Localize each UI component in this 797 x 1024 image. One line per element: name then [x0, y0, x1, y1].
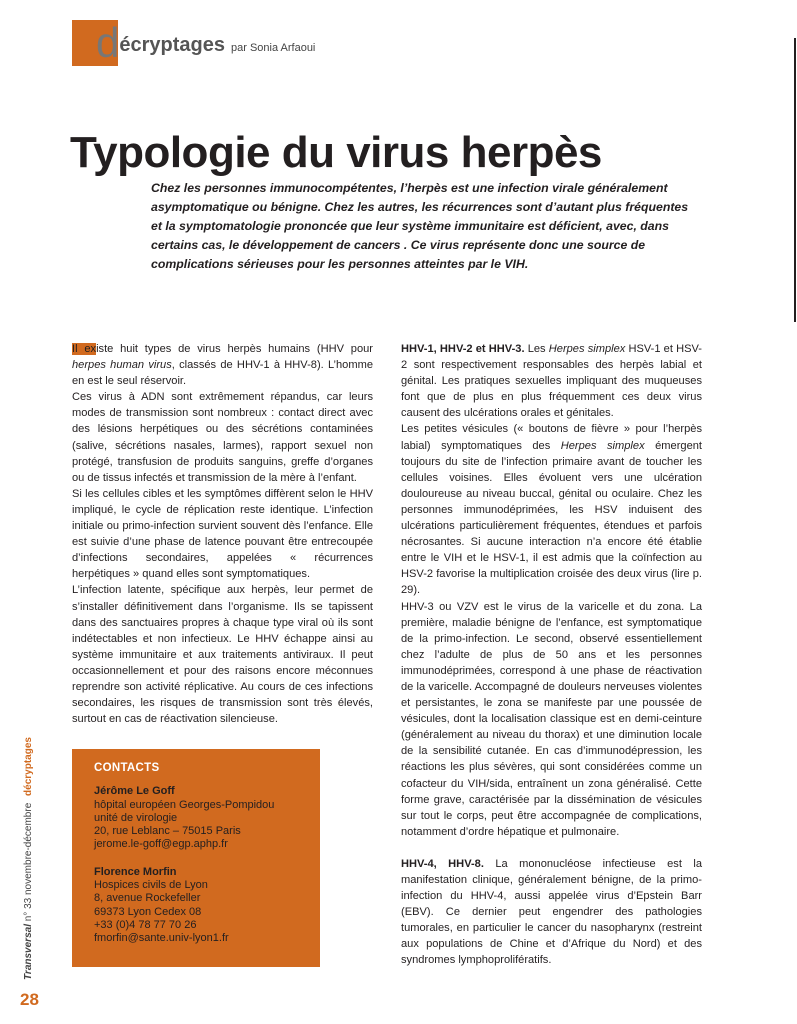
paragraph: L’infection latente, spécifique aux herpès, leur permet de s’installer définitivement dans l’organisme. Ils se tapissent dans des sanctuaires propres à chaque type viral où ils sont indétectables et non infectieux. Le HHV échappe ainsi au système immunitaire et aux traitements antiviraux. Il peut occasionnellement et pour des raisons encore méconnues reprendre son activité réplicative. Au cours de ces infections secondaires, les risques de transmission sont très élevés, surtout en cas de réactivation silencieuse. [72, 584, 373, 726]
contacts-box [72, 749, 320, 967]
contact-line: unité de virologie [94, 811, 178, 824]
page-number: 28 [20, 990, 39, 1009]
paragraph-text: Les petites vésicules (« boutons de fièvre » pour l’herpès labial) symptomatiques des [401, 423, 702, 452]
paragraph: Si les cellules cibles et les symptômes diffèrent selon le HHV impliqué, le cycle de réplication reste identique. L’infection initiale ou primo-infection survient souvent dès l’enfance. Elle est suivie d’une phase de latence pouvant être entrecoupée d’infections secondaires, appelées « récurrences herpétiques » quand elles sont symptomatiques. [72, 487, 373, 581]
paragraph-text: La mononucléose infectieuse est la manifestation clinique, généralement bénigne, de la primo-infection du HHV-4, aussi appelée virus d’Epstein Barr (EBV). Ce dernier peut engendrer des pathologies tumorales, en particulier le cancer du nasopharynx (restreint aux populations de Chine et d’Afrique du Nord) et des syndromes lymphoprolifératifs. [401, 857, 702, 967]
paragraph [72, 341, 373, 389]
contact-line: Hospices civils de Lyon [94, 879, 208, 892]
author-byline: par Sonia Arfaoui [230, 42, 316, 54]
paragraph [401, 856, 702, 969]
vertical-rule [794, 38, 796, 322]
section-name: écryptages [119, 34, 225, 56]
issue-info: n° 33 novembre-décembre [23, 799, 34, 925]
article-title: Typologie du virus herpès [70, 128, 602, 177]
paragraph-text: , classés de HHV-1 à HHV-8). L’homme en est le seul réservoir. [72, 359, 373, 388]
contact-line: 20, rue Leblanc – 75015 Paris [94, 825, 241, 838]
subsection-heading: HHV-1, HHV-2 et HHV-3. [401, 343, 525, 355]
category-label: décryptages [23, 737, 34, 796]
left-column [72, 341, 373, 727]
paragraph [401, 421, 702, 598]
contact-name: Florence Morfin [94, 865, 177, 878]
contact-email: fmorfin@sante.univ-lyon1.fr [94, 932, 229, 945]
paragraph-text: HSV-1 et HSV-2 sont respectivement responsables des herpès labial et génital. Les pratiques sexuelles impliquant des muqueuses font que de plus en plus fréquemment ces deux virus causent des ulcérations orales et génitales. [401, 343, 702, 420]
contact-card [94, 785, 320, 851]
contact-card [94, 866, 320, 946]
paragraph-start-highlight: Il ex [72, 343, 97, 355]
contacts-title: CONTACTS [94, 762, 160, 774]
paragraph-italic: Herpes simplex [560, 439, 645, 452]
contact-line: hôpital européen Georges-Pompidou [94, 798, 275, 811]
paragraph-text: Les [524, 343, 549, 355]
contact-line: 69373 Lyon Cedex 08 [94, 905, 202, 918]
contact-name: Jérôme Le Goff [94, 785, 175, 798]
contact-email: jerome.le-goff@egp.aphp.fr [94, 838, 228, 851]
paragraph-text: iste huit types de virus herpès humains (HHV pour [96, 343, 373, 355]
paragraph [401, 341, 702, 421]
section-header [96, 19, 316, 66]
paragraph: HHV-3 ou VZV est le virus de la varicelle et du zona. La première, maladie bénigne de l’enfance, est symptomatique de la primo-infection. Le second, observé essentiellement chez l’adulte de plus de 50 ans et les personnes immunodéprimées, correspond à une phase de réactivation de la varicelle. Accompagné de douleurs nerveuses violentes et persistantes, le zona se manifeste par une poussée de vésicules, dont la localisation classique est en demi-ceinture (généralement au niveau du thorax) et une diminution locale de la sensibilité cutanée. En cas d’immunodépression, les réactions les plus sévères, qui sont considérées comme un cofacteur du VIH/sida, entraînent un zona généralisé. Cette forme grave, caractérisée par la dissémination de vésicules sur tout le corps, peut être accompagnée de complications, notamment d’ordre hépatique et pulmonaire. [401, 600, 702, 838]
contact-line: 8, avenue Rockefeller [94, 892, 201, 905]
magazine-name: Transversal [23, 924, 34, 980]
paragraph: Ces virus à ADN sont extrêmement répandus, car leurs modes de transmission sont nombreux : contact direct avec des lésions herpétiques ou des sécrétions contaminées (salive, sécrétions nasales, larmes), rapport sexuel non protégé, transfusion de produits sanguins, greffe d’organes ou de tissus infectés et transmission de la mère à l’enfant. [72, 391, 373, 484]
paragraph-italic: Herpes simplex [548, 343, 626, 355]
section-initial: d [96, 19, 120, 66]
right-column [401, 341, 702, 969]
contact-phone: +33 (0)4 78 77 70 26 [94, 918, 197, 931]
paragraph-text: émergent toujours du site de l’infection primaire avant de toucher les cellules voisines. Elles évoluent vers une ulcération douloureuse au niveau buccal, génital ou oculaire. Chez les personnes immunodéprimées, les HSV induisent des ulcérations particulièrement fréquentes, étendues et parfois nécrosantes. Si aucune interaction n’a encore été établie entre le VIH et le HSV-1, il est admis que la coïnfection au HSV-2 favorise la multiplication croisée des deux virus (lire p. 29). [401, 439, 702, 597]
article-lead: Chez les personnes immunocompétentes, l’herpès est une infection virale généralement asymptomatique ou bénigne. Chez les autres, les récurrences sont d’autant plus fréquentes et la symptomatologie prononcée que leur système immunitaire est déficient, avec, dans certains cas, le développement de cancers . Ce virus représente donc une source de complications sérieuses pour les personnes atteintes par le VIH. [151, 181, 689, 271]
issue-line [23, 737, 34, 980]
subsection-heading: HHV-4, HHV-8. [401, 857, 484, 870]
paragraph-italic: herpes human virus [72, 359, 172, 372]
